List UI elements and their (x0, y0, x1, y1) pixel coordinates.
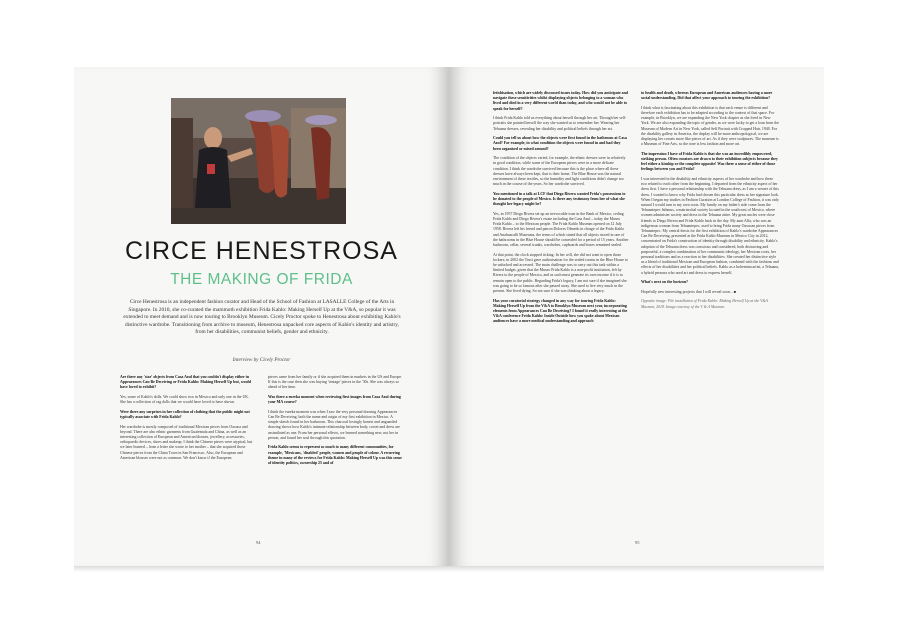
feature-photo (171, 98, 346, 224)
right-column-1 (493, 91, 629, 533)
spread-shadow (74, 566, 824, 572)
paragraph: I think Frida Kahlo told us everything about herself through her art. Through her self-portraits she painted herself the way she wanted us to remember her. Wearing her Tehuana dresses, revealing her disability and political beliefs through her art. (493, 116, 627, 131)
left-page (74, 67, 449, 567)
paragraph: What's next on the horizon? (641, 280, 688, 285)
paragraph: Was there a eureka moment when reviewing first images from Casa Azul during your MA course? (268, 395, 401, 405)
left-column-2 (268, 375, 403, 533)
left-column-1 (120, 375, 255, 533)
paragraph: Are there any 'star' objects from Casa Azul that you couldn't display either in Appearances Can Be Deceiving or Frida Kahlo: Making Herself Up but, would have loved to exhibit? (120, 375, 251, 390)
right-column-2 (641, 91, 779, 533)
intro-paragraph: Circe Henestrosa is an independent fashion curator and Head of the School of Fashion at LASALLE College of the Arts in Singapore. In 2018, she co-curated the mammoth exhibition Frida Kahlo: Making Herself Up at the V&A, so popular it was extended to meet demand and is now touring to Brooklyn Museum. Cicely Proctor spoke to Henestrosa about exhibiting Kahlo's distinctive wardrobe. Transitioning from archive to museum, Henestrosa unpacked core aspects of Kahlo's identity and artistry, from her disabilities, communist beliefs, gender and ethnicity. (123, 299, 401, 336)
page-number-right: 95 (635, 540, 640, 545)
byline: Interview by Cicely Proctor (232, 357, 291, 363)
article-subhead: THE MAKING OF FRIDA (170, 271, 353, 288)
paragraph: Has your curatorial strategy changed in any way for touring Frida Kahlo: Making Herself Up from the V&A to Brooklyn Museum next year, incorporating elements from Appearances Can Be Deceiving? I found it really interesting at the V&A conference Frida Kahlo: Inside Outside how you spoke about Mexican audiences have a more medical understanding and approach (493, 298, 628, 324)
curator-photo-image (171, 98, 346, 224)
paragraph: You mentioned in a talk at LCF that Diego Rivera wanted Frida's possessions to be donated to the people of Mexico. Is there any testimony from her of what she thought her legacy might be? (493, 191, 626, 207)
paragraph: Frida Kahlo seems to represent so much to many different communities, for example, 'Mexicans, 'disabled' people, women and people of colour. A recurring theme in many of the reviews for Frida Kahlo: Making Herself Up was this sense of identity politics, ownership 25 and of (268, 445, 402, 466)
paragraph: I was interested in the disability and ethnicity aspects of her wardrobe and how these two related to each other from the beginning. I departed from the ethnicity aspect of her dress first. I have a personal relationship with the Tehuana dress, as I am a wearer of this dress. I wanted to know why Frida had chosen this particular dress as her signature look. When I began my studies in Fashion Curation at London College of Fashion, it was only natural I would turn to my own roots. My family on my father's side come from the Tehuantepec Isthmus, a matriarchal society located in the south east of Mexico, where women administer society and dress in the Tehuana attire. My great uncles were close friends to Diego Rivera and Frida Kahlo back in the day. My aunt Alfa, who was an indigenous woman from Tehuantepec, used to bring Frida many Oaxacan pieces from Tehuantepec. My central thesis for the first exhibition of Kahlo's wardrobe Appearances Can Be Deceiving, presented at the Frida Kahlo Museum in Mexico City in 2012, concentrated on Frida's construction of identity through disability and ethnicity. Kahlo's adoption of the Tehuana dress was conscious and considered, both distracting and purposeful, a complex combination of her communist ideology, her Mexican roots, her personal traditions and as a reaction to her disabilities. She created her distinctive style as a blend of traditional Mexican and European fashion, combined with the fashions and effects of her disabilities and her political beliefs. Kahlo as a bohemian artist, a Tehuana, a hybrid persona who used art and dress to express herself. (641, 177, 779, 275)
paragraph: The impression I have of Frida Kahlo is that she was an incredibly empowered, striking person. Often curators are drawn to their exhibition subjects because they feel either a kinship or the complete opposite! Was there a sense of either of those feelings between you and Frida? (641, 151, 778, 172)
paragraph: The condition of the objects varied, for example, the ethnic dresses were in relatively in good condition, while some of the European pieces were in a more delicate condition. I think the wardrobe survived because this is the place where all these dresses have always been kept, that is their home. The Blue House was the natural environment of these textiles, so the humidity and light conditions didn't change too much in the course of the years. So her wardrobe survived. (493, 156, 626, 187)
page-number-left: 94 (256, 540, 261, 545)
paragraph: Could you tell us about how the objects were first found in the bathroom at Casa Azul? For example, in what condition the objects were found in and had they been organised or mixed around? (493, 136, 627, 151)
paragraph: Yes, in 1957 Diego Rivera set up an irrevocable trust in the Bank of Mexico, ceding Frida Kahlo and Diego Rivera's estate including the Casa Azul – today the Museo Frida Kahlo – to the Mexican people. The Frida Kahlo Museum opened on 12 July 1958. Rivera left his friend and patron Dolores Olmedo in charge of the Frida Kahlo and Anahuacalli Museums, the terms of which stated that all objects stored in one of the bathrooms in the Blue House should be concealed for a period of 15 years. Another bathroom, cellar, several trunks, wardrobes, cupboards and boxes remained sealed. (493, 211, 629, 248)
paragraph: I think the eureka moment was when I saw the very personal drawing Appearances Can Be Deceiving, both the name and origin of my first exhibition in Mexico. A simple sketch found in her bathroom. This charcoal lovingly honest and unguarded drawing shows how Kahlo's intimate relationship between body, corset and dress are assimilated as one. From her personal effects, we learned something new, not her in person, and found her soul through this quotation. (268, 409, 400, 440)
paragraph: Hopefully new interesting projects that I will reveal soon... ■ (641, 289, 737, 294)
right-page (449, 67, 824, 567)
paragraph: Yes, some of Kahlo's dolls. We could show two in Mexico and only one in the UK. She has a collection of rag dolls that we would have loved to have shown. (120, 395, 250, 405)
article-headline: CIRCE HENESTROSA (125, 237, 398, 265)
paragraph: Were there any surprises in her collection of clothing that the public might not typically associate with Frida Kahlo? (120, 409, 250, 419)
paragraph: At that point, the clock stopped ticking. In her will, she did not want to open those lockers; in 2002 the Trust gave authorisation for the sealed rooms in the Blue House to be unlocked and accessed. The main challenge was to carry out this task within a limited budget, given that the Museo Frida Kahlo is a non-profit institution, left by Rivera to the people of Mexico, and as such must generate its own income if it is to remain open to the public. Regarding Frida's legacy, I am not sure if she imagined she was going to be so famous after she passed away. She used to live very much in the present. She lived dying. So not sure if she was thinking about a legacy. (493, 252, 628, 294)
paragraph: pieces came from her family or if she acquired them in markets in the US and Europe. If this is the case then she was buying 'vintage' pieces in the '30s. She was always so ahead of her time. (268, 375, 403, 390)
paragraph: Her wardrobe is mostly composed of traditional Mexican pieces from Oaxaca and beyond. There are also ethnic garments from Guatemala and China, as well as an interesting collection of European and American blouses, jewellery, accessories, orthopaedic devices, shoes and makeup. I think the Chinese pieces were atypical, but we later learned – from a letter she wrote to her mother – that she acquired those Chinese pieces from the China Town in San Francisco. Also, the European and American blouses were not as common. We don't know if the European (120, 424, 253, 460)
image-caption: Opposite image: File installation of Frida Kahlo: Making Herself Up at the V&A Museum, 2018. Image courtesy of the V & A Museum. (641, 299, 768, 309)
magazine-spread (74, 67, 824, 567)
paragraph: fetishisation, which are widely discussed issues today. How did you anticipate and navigate these sensitivities whilst displaying objects belonging to a woman who lived and died in a very different world than today, and who would not be able to speak for herself? (493, 91, 628, 111)
paragraph: to health and death, whereas European and American audiences having a more social understanding. Did that affect your approach to touring the exhibition? (641, 91, 773, 101)
paragraph: I think what is fascinating about this exhibition is that each venue is different and therefore each exhibition has to be adapted according to the context of that space. For example, in Brooklyn, we are expanding the New York chapter as she lived in New York. We are also expanding the topic of gender, as we were lucky to get a loan from the Museum of Modern Art in New York, called Self Portrait with Cropped Hair, 1940. For the disability gallery in America, the display will be more anthropological, we are displaying her corsets more like pieces of art. As if they were sculptures. The museum is a Museum of Fine Arts, so the tone is less fashion and more art. (641, 105, 779, 147)
